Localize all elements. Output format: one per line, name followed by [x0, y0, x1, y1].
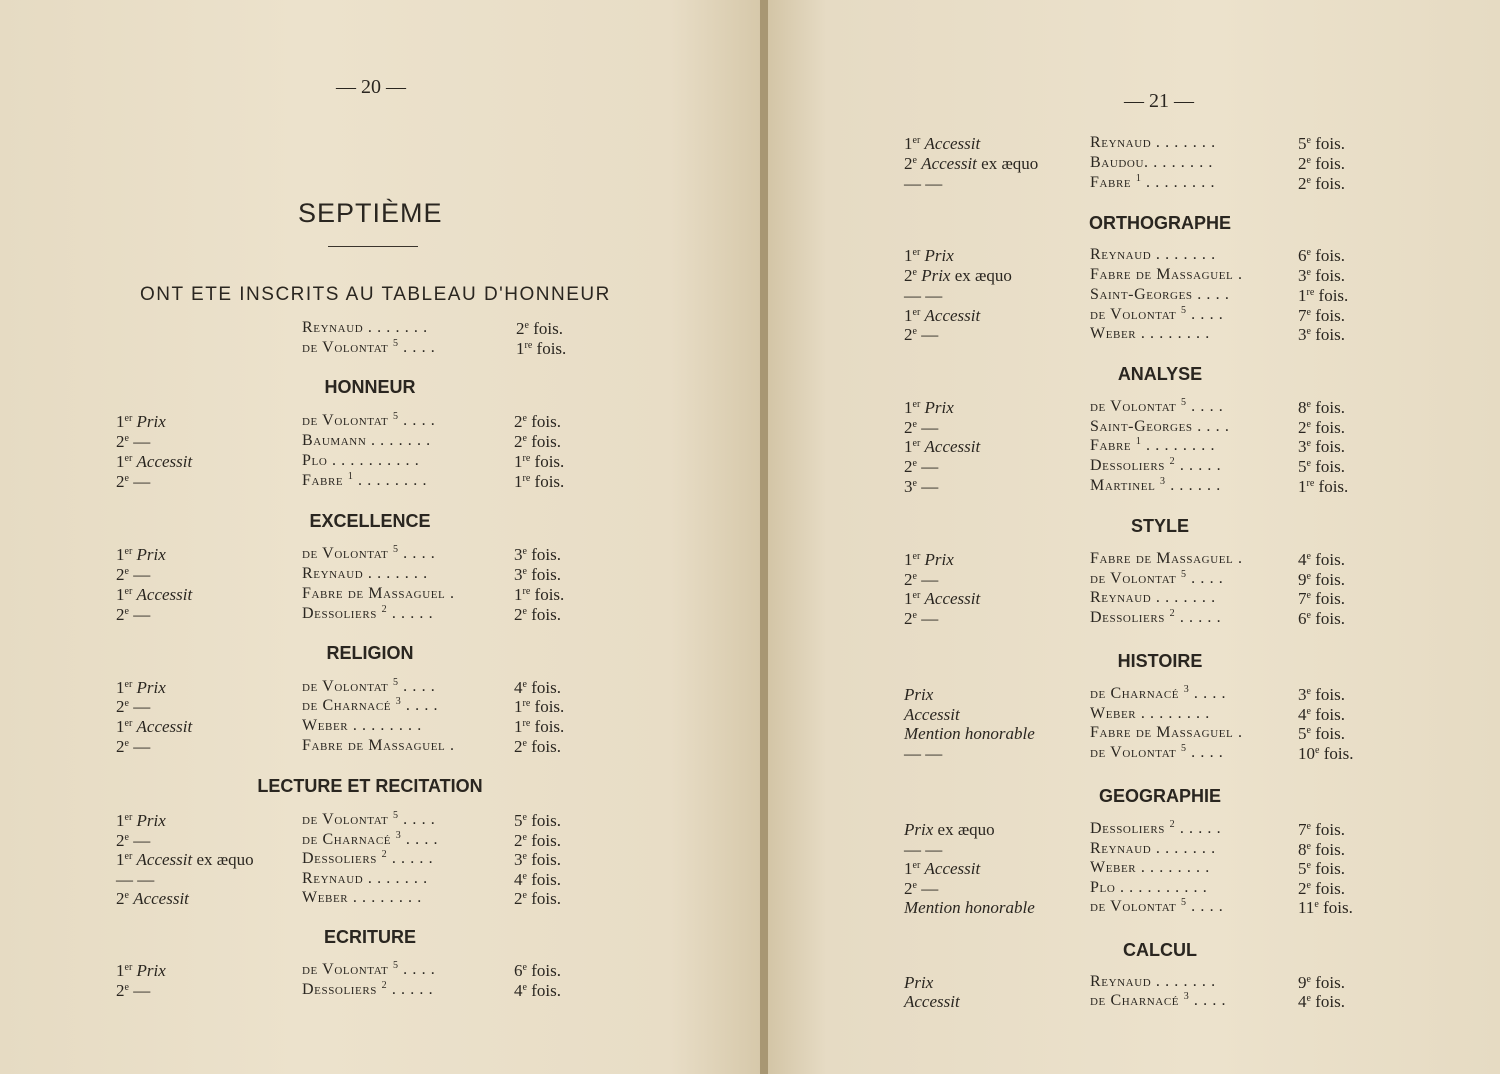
- student-name: Reynaud . . . . . . .: [302, 565, 428, 582]
- student-name: de Charnacé $^3$ . . . .: [302, 696, 439, 714]
- award-label: 1er Accessit: [116, 452, 193, 471]
- student-name: Fabre de Massaguel .: [1090, 266, 1243, 283]
- times-count: 2e fois.: [1298, 418, 1345, 437]
- award-label: — —: [904, 174, 943, 193]
- award-label: 2e —: [116, 981, 151, 1000]
- times-count: 2e fois.: [514, 737, 561, 756]
- times-count: 4e fois.: [514, 870, 561, 889]
- student-name: Saint-Georges . . . .: [1090, 418, 1230, 435]
- student-name: Fabre $^1$ . . . . . . . .: [1090, 173, 1216, 191]
- award-label: Prix ex æquo: [904, 820, 995, 839]
- student-name: de Volontat $^5$ . . . .: [1090, 897, 1224, 915]
- award-label: 2e Accessit: [116, 889, 189, 908]
- award-label: — —: [116, 870, 155, 889]
- times-count: 5e fois.: [1298, 457, 1345, 476]
- student-name: de Volontat $^5$ . . . .: [1090, 397, 1224, 415]
- award-label: 2e —: [116, 565, 151, 584]
- award-label: 2e —: [116, 605, 151, 624]
- student-name: de Charnacé $^3$ . . . .: [1090, 684, 1227, 702]
- times-count: 8e fois.: [1298, 840, 1345, 859]
- student-name: Fabre de Massaguel .: [1090, 550, 1243, 567]
- times-count: 8e fois.: [1298, 398, 1345, 417]
- times-count: 2e fois.: [514, 432, 561, 451]
- student-name: Fabre de Massaguel .: [302, 585, 455, 602]
- student-name: Saint-Georges . . . .: [1090, 286, 1230, 303]
- honor-roll-intro: ONT ETE INSCRITS AU TABLEAU D'HONNEUR: [140, 284, 611, 305]
- award-label: 2e —: [116, 472, 151, 491]
- student-name: Fabre de Massaguel .: [302, 737, 455, 754]
- award-label: 1er Accessit: [904, 306, 981, 325]
- award-label: 1er Prix: [904, 550, 954, 569]
- times-count: 9e fois.: [1298, 570, 1345, 589]
- award-label: 2e —: [904, 609, 939, 628]
- award-label: — —: [904, 744, 943, 763]
- times-count: 2e fois.: [514, 889, 561, 908]
- student-name: de Volontat $^5$ . . . .: [302, 960, 436, 978]
- times-count: 5e fois.: [1298, 134, 1345, 153]
- times-count: 7e fois.: [1298, 589, 1345, 608]
- times-count: 6e fois.: [1298, 609, 1345, 628]
- award-label: 1er Prix: [116, 678, 166, 697]
- student-name: Plo . . . . . . . . . .: [1090, 879, 1208, 896]
- award-label: 1er Prix: [116, 545, 166, 564]
- times-count: 1re fois.: [514, 452, 565, 471]
- section-heading: EXCELLENCE: [309, 511, 431, 531]
- student-name: Fabre $^1$ . . . . . . . .: [302, 471, 428, 489]
- times-count: 5e fois.: [1298, 859, 1345, 878]
- award-label: Accessit: [904, 705, 960, 724]
- times-count: 1re fois.: [1298, 477, 1349, 496]
- times-count: 1re fois.: [514, 472, 565, 491]
- section-heading: STYLE: [1130, 516, 1189, 536]
- award-label: Prix: [904, 973, 934, 992]
- student-name: Dessoliers $^2$ . . . . .: [1090, 456, 1222, 474]
- award-label: 2e —: [904, 570, 939, 589]
- student-name: de Volontat $^5$ . . . .: [302, 810, 436, 828]
- times-count: 4e fois.: [1298, 550, 1345, 569]
- award-label: 1er Prix: [116, 961, 166, 980]
- title-rule: [328, 246, 418, 247]
- student-name: de Charnacé $^3$ . . . .: [302, 830, 439, 848]
- student-name: Baumann . . . . . . .: [302, 432, 431, 449]
- student-name: Reynaud . . . . . . .: [1090, 246, 1216, 263]
- times-count: 3e fois.: [1298, 685, 1345, 704]
- student-name: Dessoliers $^2$ . . . . .: [302, 849, 434, 867]
- student-name: Reynaud . . . . . . .: [1090, 589, 1216, 606]
- student-name: Weber . . . . . . . .: [1090, 705, 1210, 722]
- student-name: Plo . . . . . . . . . .: [302, 452, 420, 469]
- student-name: Dessoliers $^2$ . . . . .: [1090, 819, 1222, 837]
- award-label: — —: [904, 286, 943, 305]
- times-count: 6e fois.: [514, 961, 561, 980]
- section-heading: LECTURE ET RECITATION: [257, 776, 483, 796]
- student-name: Reynaud . . . . . . .: [1090, 973, 1216, 990]
- times-count: 2e fois.: [1298, 154, 1345, 173]
- student-name: de Volontat $^5$ . . . .: [302, 338, 436, 356]
- award-label: Mention honorable: [904, 724, 1035, 743]
- award-label: 2e —: [904, 325, 939, 344]
- student-name: de Volontat $^5$ . . . .: [1090, 569, 1224, 587]
- section-heading: HISTOIRE: [1117, 651, 1203, 671]
- student-name: Reynaud . . . . . . .: [302, 870, 428, 887]
- award-label: 1er Accessit: [116, 585, 193, 604]
- times-count: 7e fois.: [1298, 306, 1345, 325]
- student-name: Baudou. . . . . . . .: [1090, 154, 1213, 171]
- student-name: Fabre de Massaguel .: [1090, 724, 1243, 741]
- right-page: [768, 0, 1500, 1074]
- award-label: 1er Accessit: [904, 134, 981, 153]
- chapter-title: SEPTIÈME: [298, 198, 443, 228]
- award-label: 1er Accessit ex æquo: [116, 850, 254, 869]
- student-name: de Volontat $^5$ . . . .: [1090, 743, 1224, 761]
- student-name: Weber . . . . . . . .: [1090, 859, 1210, 876]
- award-label: 1er Accessit: [904, 589, 981, 608]
- award-label: 1er Accessit: [116, 717, 193, 736]
- section-heading: ANALYSE: [1117, 364, 1203, 384]
- times-count: 3e fois.: [514, 850, 561, 869]
- student-name: de Volontat $^5$ . . . .: [302, 411, 436, 429]
- times-count: 3e fois.: [514, 545, 561, 564]
- award-label: 1er Accessit: [904, 859, 981, 878]
- section-heading: HONNEUR: [324, 377, 416, 397]
- award-label: 1er Prix: [116, 811, 166, 830]
- times-count: 2e fois.: [514, 412, 561, 431]
- times-count: 11e fois.: [1298, 898, 1353, 917]
- section-heading: ECRITURE: [323, 927, 416, 947]
- student-name: de Charnacé $^3$ . . . .: [1090, 991, 1227, 1009]
- section-heading: RELIGION: [326, 643, 414, 663]
- award-label: Mention honorable: [904, 898, 1035, 917]
- award-label: 2e —: [116, 737, 151, 756]
- award-label: 2e —: [116, 831, 151, 850]
- award-label: 2e —: [116, 432, 151, 451]
- times-count: 4e fois.: [514, 678, 561, 697]
- student-name: de Volontat $^5$ . . . .: [302, 677, 436, 695]
- page-number: — 21 —: [1124, 90, 1194, 112]
- section-heading: CALCUL: [1123, 940, 1197, 960]
- section-heading: ORTHOGRAPHE: [1088, 213, 1231, 233]
- times-count: 2e fois.: [1298, 879, 1345, 898]
- award-label: 2e Accessit ex æquo: [904, 154, 1039, 173]
- times-count: 1re fois.: [516, 339, 567, 358]
- times-count: 4e fois.: [514, 981, 561, 1000]
- award-label: 1er Prix: [904, 398, 954, 417]
- award-label: Accessit: [904, 992, 960, 1011]
- times-count: 2e fois.: [514, 605, 561, 624]
- student-name: Weber . . . . . . . .: [1090, 325, 1210, 342]
- times-count: 5e fois.: [1298, 724, 1345, 743]
- times-count: 1re fois.: [514, 697, 565, 716]
- award-label: 2e —: [904, 418, 939, 437]
- award-label: 2e —: [904, 879, 939, 898]
- times-count: 3e fois.: [1298, 437, 1345, 456]
- student-name: Reynaud . . . . . . .: [1090, 134, 1216, 151]
- award-label: 1er Prix: [904, 246, 954, 265]
- times-count: 2e fois.: [1298, 174, 1345, 193]
- times-count: 3e fois.: [1298, 266, 1345, 285]
- award-label: 2e Prix ex æquo: [904, 266, 1012, 285]
- award-label: — —: [904, 840, 943, 859]
- times-count: 7e fois.: [1298, 820, 1345, 839]
- times-count: 1re fois.: [1298, 286, 1349, 305]
- times-count: 3e fois.: [514, 565, 561, 584]
- times-count: 5e fois.: [514, 811, 561, 830]
- award-label: Prix: [904, 685, 934, 704]
- award-label: 1er Accessit: [904, 437, 981, 456]
- times-count: 1re fois.: [514, 717, 565, 736]
- times-count: 10e fois.: [1298, 744, 1354, 763]
- times-count: 3e fois.: [1298, 325, 1345, 344]
- student-name: Dessoliers $^2$ . . . . .: [1090, 608, 1222, 626]
- student-name: Weber . . . . . . . .: [302, 717, 422, 734]
- award-label: 2e —: [116, 697, 151, 716]
- student-name: Weber . . . . . . . .: [302, 889, 422, 906]
- award-label: 1er Prix: [116, 412, 166, 431]
- times-count: 9e fois.: [1298, 973, 1345, 992]
- times-count: 2e fois.: [514, 831, 561, 850]
- page-number: — 20 —: [336, 76, 406, 98]
- award-label: 3e —: [904, 477, 939, 496]
- section-heading: GEOGRAPHIE: [1098, 786, 1222, 806]
- student-name: Dessoliers $^2$ . . . . .: [302, 980, 434, 998]
- student-name: de Volontat $^5$ . . . .: [302, 544, 436, 562]
- award-label: 2e —: [904, 457, 939, 476]
- times-count: 1re fois.: [514, 585, 565, 604]
- times-count: 4e fois.: [1298, 705, 1345, 724]
- student-name: Reynaud . . . . . . .: [1090, 840, 1216, 857]
- student-name: Dessoliers $^2$ . . . . .: [302, 604, 434, 622]
- student-name: Reynaud . . . . . . .: [302, 319, 428, 336]
- times-count: 2e fois.: [516, 319, 563, 338]
- student-name: de Volontat $^5$ . . . .: [1090, 305, 1224, 323]
- student-name: Fabre $^1$ . . . . . . . .: [1090, 436, 1216, 454]
- times-count: 4e fois.: [1298, 992, 1345, 1011]
- student-name: Martinel $^3$ . . . . . .: [1090, 476, 1221, 494]
- times-count: 6e fois.: [1298, 246, 1345, 265]
